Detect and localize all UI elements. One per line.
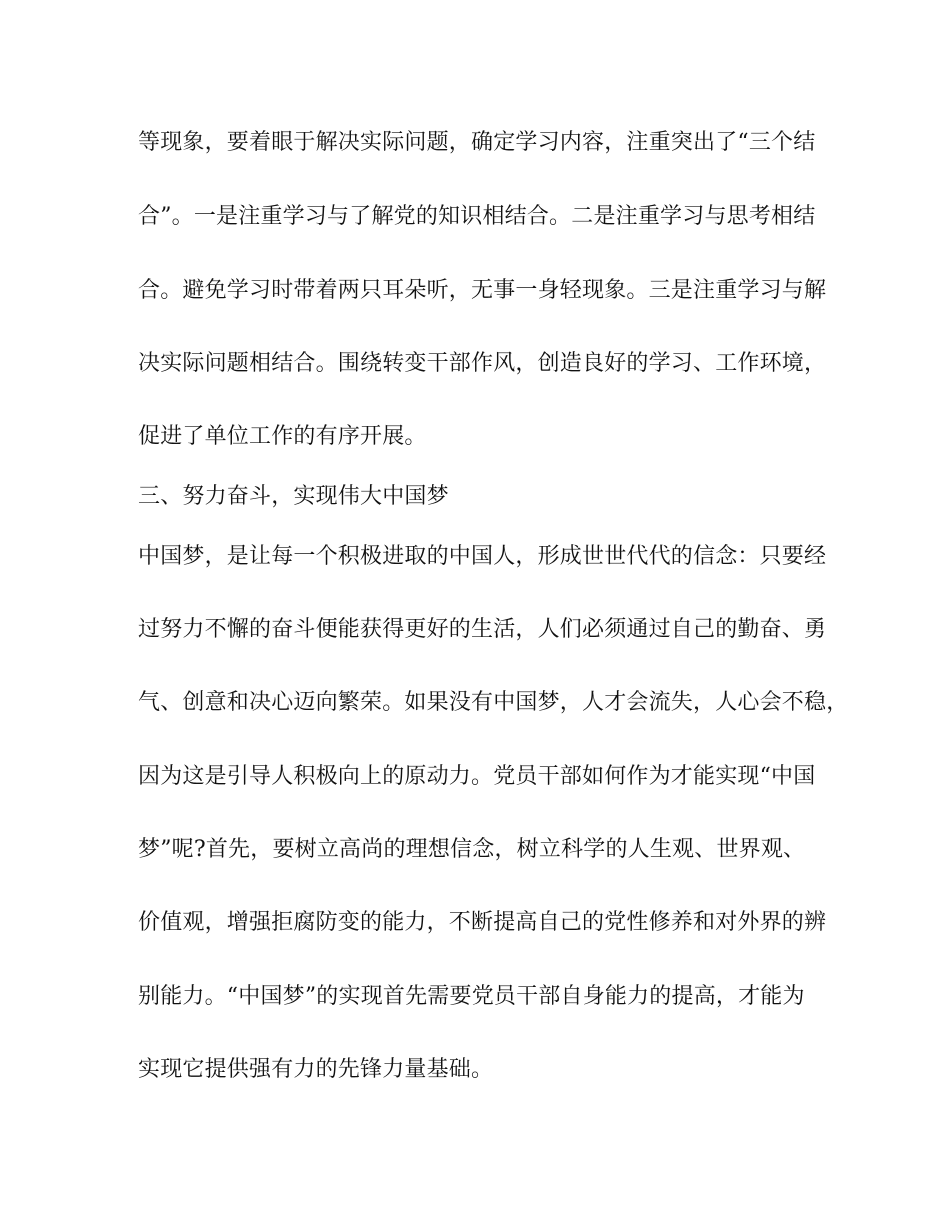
paragraph-line: 决实际问题相结合。围绕转变干部作风，创造良好的学习、工作环境， <box>138 351 827 376</box>
paragraph-line: 因为这是引导人积极向上的原动力。党员干部如何作为才能实现“中国 <box>138 764 816 789</box>
section-heading: 三、努力奋斗，实现伟大中国梦 <box>138 484 449 509</box>
paragraph-line: 合”。一是注重学习与了解党的知识相结合。二是注重学习与思考相结 <box>138 204 816 229</box>
paragraph-line: 过努力不懈的奋斗便能获得更好的生活，人们必须通过自己的勤奋、勇 <box>138 617 827 642</box>
paragraph-line: 别能力。“中国梦”的实现首先需要党员干部自身能力的提高，才能为 <box>138 984 805 1009</box>
paragraph-line: 气、创意和决心迈向繁荣。如果没有中国梦，人才会流失，人心会不稳， <box>138 690 849 715</box>
paragraph-line: 合。避免学习时带着两只耳朵听，无事一身轻现象。三是注重学习与解 <box>138 278 827 303</box>
paragraph-line: 价值观，增强拒腐防变的能力，不断提高自己的党性修养和对外界的辨 <box>138 910 827 935</box>
paragraph-line: 等现象，要着眼于解决实际问题，确定学习内容，注重突出了“三个结 <box>138 130 816 155</box>
paragraph-line: 中国梦，是让每一个积极进取的中国人，形成世世代代的信念：只要经 <box>138 544 827 569</box>
paragraph-line: 梦”呢?首先，要树立高尚的理想信念，树立科学的人生观、世界观、 <box>138 837 806 862</box>
paragraph-line: 实现它提供强有力的先锋力量基础。 <box>138 1057 494 1082</box>
paragraph-line: 促进了单位工作的有序开展。 <box>138 424 427 449</box>
